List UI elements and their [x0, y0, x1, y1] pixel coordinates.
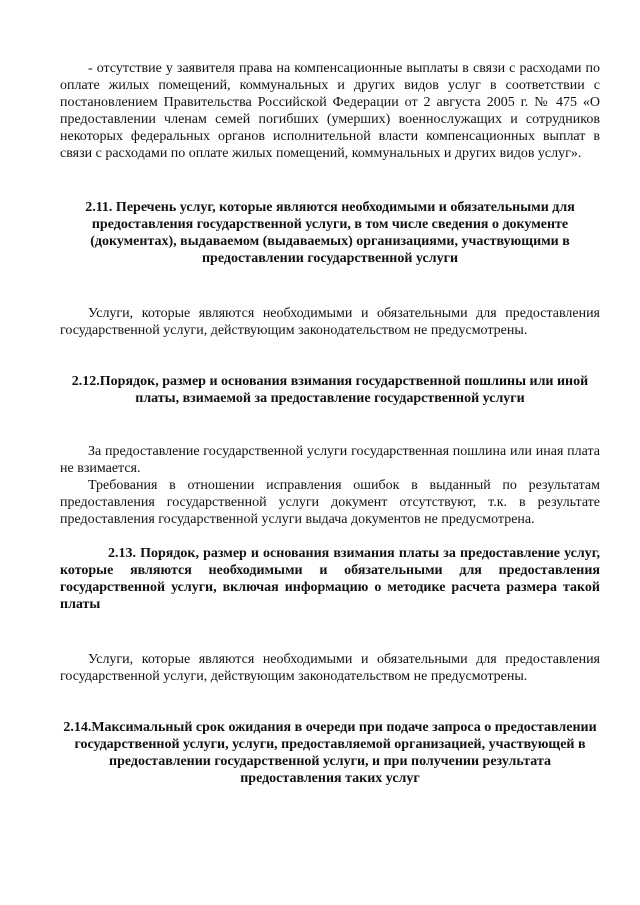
paragraph-no-fee [60, 443, 600, 528]
paragraph-text: Услуги, которые являются необходимыми и обязательными для предоставления государственной услуги, действующим законодательством не предусмотрены. [60, 306, 600, 338]
paragraph-services-not-provided [60, 305, 600, 339]
section-heading: 2.11. Перечень услуг, которые являются необходимыми и обязательными для предоставления государственной услуги, в том числе сведения о документе (документах), выдаваемом (выдаваемых) организациями, участвующими в предоставлении государственной услуги [85, 200, 575, 266]
section-heading: 2.14.Максимальный срок ожидания в очереди при подаче запроса о предоставлении государственной услуги, услуги, предоставляемой организацией, участвующей в предоставлении государственной услуги, и при получении результата предоставления таких услуг [63, 720, 597, 786]
paragraph-text: За предоставление государственной услуги государственная пошлина или иная плата не взимается. [60, 444, 600, 476]
heading-2-13 [60, 545, 600, 613]
paragraph-text: - отсутствие у заявителя права на компенсационные выплаты в связи с расходами по оплате жилых помещений, коммунальных и других видов услуг в соответствии с постановлением Правительства Российской Федерации от 2 августа 2005 г. № 475 «О предоставлении членам семей погибших (умерших) военнослужащих и сотрудников некоторых федеральных органов исполнительной власти компенсационных выплат в связи с расходами по оплате жилых помещений, коммунальных и других видов услуг». [60, 61, 600, 161]
paragraph-text: Услуги, которые являются необходимыми и обязательными для предоставления государственной услуги, действующим законодательством не предусмотрены. [60, 652, 600, 684]
section-heading: 2.13. Порядок, размер и основания взимания платы за предоставление услуг, которые являются необходимыми и обязательными для предоставления государственной услуги, включая информацию о методике расчета размера такой платы [60, 546, 600, 612]
heading-2-14 [60, 719, 600, 787]
paragraph-text: Требования в отношении исправления ошибок в выданный по результатам предоставления государственной услуги документ отсутствуют, т.к. в результате предоставления государственной услуги выдача документов не предусмотрена. [60, 478, 600, 527]
heading-2-11 [60, 199, 600, 267]
section-heading: 2.12.Порядок, размер и основания взимания государственной пошлины или иной платы, взимаемой за предоставление государственной услуги [71, 374, 589, 406]
heading-2-12 [60, 373, 600, 407]
paragraph-compensation [60, 60, 600, 162]
paragraph-services-not-provided-2 [60, 651, 600, 685]
